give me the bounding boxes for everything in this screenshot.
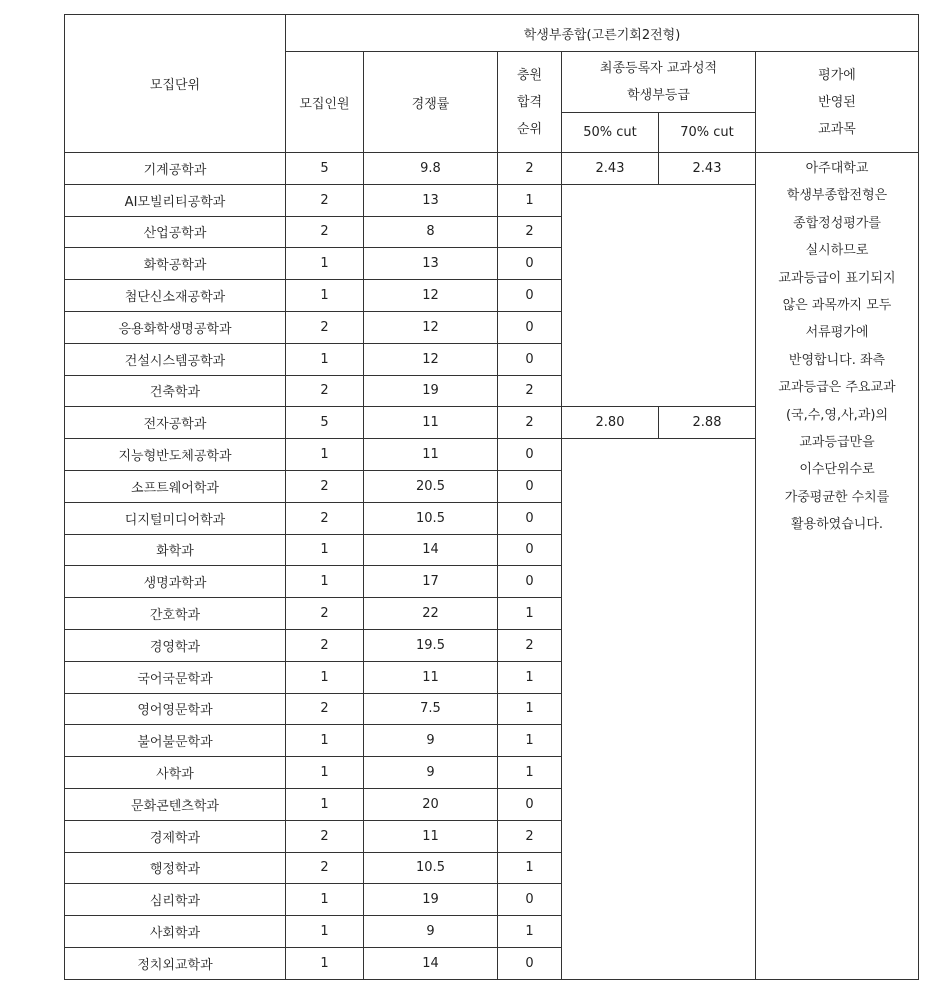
note-line: 가중평균한 수치를 bbox=[784, 489, 890, 505]
recruit-cell: 1 bbox=[286, 757, 364, 789]
ratio-cell: 12 bbox=[364, 311, 498, 343]
rank-cell: 0 bbox=[498, 788, 562, 820]
ratio-cell: 7.5 bbox=[364, 693, 498, 725]
unit-cell: 소프트웨어학과 bbox=[65, 470, 286, 502]
header-rank-line: 충원 bbox=[516, 67, 543, 83]
ratio-cell: 22 bbox=[364, 598, 498, 630]
recruit-cell: 2 bbox=[286, 693, 364, 725]
rank-cell: 2 bbox=[498, 820, 562, 852]
ratio-cell: 17 bbox=[364, 566, 498, 598]
rank-cell: 0 bbox=[498, 439, 562, 471]
recruit-cell: 1 bbox=[286, 788, 364, 820]
unit-cell: 경영학과 bbox=[65, 629, 286, 661]
header-subjects bbox=[756, 52, 919, 153]
header-cut50: 50% cut bbox=[562, 113, 659, 153]
rank-cell: 2 bbox=[498, 375, 562, 407]
note-line: 않은 과목까지 모두 bbox=[782, 298, 892, 314]
ratio-cell: 9 bbox=[364, 916, 498, 948]
ratio-cell: 11 bbox=[364, 820, 498, 852]
recruit-cell: 2 bbox=[286, 502, 364, 534]
recruit-cell: 2 bbox=[286, 375, 364, 407]
recruit-cell: 1 bbox=[286, 566, 364, 598]
recruit-cell: 5 bbox=[286, 407, 364, 439]
header-unit: 모집단위 bbox=[65, 15, 286, 153]
ratio-cell: 8 bbox=[364, 216, 498, 248]
recruit-cell: 1 bbox=[286, 439, 364, 471]
admissions-result-table bbox=[64, 14, 919, 980]
note-line: 활용하였습니다. bbox=[790, 517, 884, 533]
unit-cell: 행정학과 bbox=[65, 852, 286, 884]
ratio-cell: 14 bbox=[364, 534, 498, 566]
unit-cell: 화학공학과 bbox=[65, 248, 286, 280]
rank-cell: 1 bbox=[498, 598, 562, 630]
ratio-cell: 12 bbox=[364, 343, 498, 375]
recruit-cell: 1 bbox=[286, 916, 364, 948]
ratio-cell: 20.5 bbox=[364, 470, 498, 502]
header-row-1 bbox=[65, 15, 919, 52]
recruit-cell: 1 bbox=[286, 884, 364, 916]
ratio-cell: 11 bbox=[364, 439, 498, 471]
ratio-cell: 9.8 bbox=[364, 153, 498, 185]
recruit-cell: 2 bbox=[286, 629, 364, 661]
recruit-cell: 2 bbox=[286, 598, 364, 630]
recruit-cell: 1 bbox=[286, 343, 364, 375]
recruit-cell: 2 bbox=[286, 311, 364, 343]
rank-cell: 0 bbox=[498, 343, 562, 375]
recruit-cell: 2 bbox=[286, 216, 364, 248]
note-line: 학생부종합전형은 bbox=[786, 188, 888, 204]
unit-cell: 정치외교학과 bbox=[65, 947, 286, 979]
ratio-cell: 20 bbox=[364, 788, 498, 820]
header-subject-line: 평가에 bbox=[818, 67, 856, 83]
rank-cell: 1 bbox=[498, 757, 562, 789]
note-line: 반영합니다. 좌측 bbox=[788, 352, 886, 368]
unit-cell: 간호학과 bbox=[65, 598, 286, 630]
ratio-cell: 14 bbox=[364, 947, 498, 979]
unit-cell: 사학과 bbox=[65, 757, 286, 789]
rank-cell: 2 bbox=[498, 629, 562, 661]
recruit-cell: 1 bbox=[286, 280, 364, 312]
header-subject-line: 반영된 bbox=[818, 94, 856, 110]
header-recruit: 모집인원 bbox=[286, 52, 364, 153]
recruit-cell: 1 bbox=[286, 248, 364, 280]
rank-cell: 0 bbox=[498, 884, 562, 916]
rank-cell: 0 bbox=[498, 534, 562, 566]
note-line: 이수단위수로 bbox=[799, 462, 875, 478]
header-ratio: 경쟁률 bbox=[364, 52, 498, 153]
recruit-cell: 5 bbox=[286, 153, 364, 185]
recruit-cell: 1 bbox=[286, 534, 364, 566]
recruit-cell: 2 bbox=[286, 184, 364, 216]
ratio-cell: 10.5 bbox=[364, 502, 498, 534]
ratio-cell: 13 bbox=[364, 248, 498, 280]
unit-cell: 경제학과 bbox=[65, 820, 286, 852]
unit-cell: 국어국문학과 bbox=[65, 661, 286, 693]
note-line: 종합정성평가를 bbox=[793, 215, 881, 231]
ratio-cell: 19 bbox=[364, 884, 498, 916]
unit-cell: 생명과학과 bbox=[65, 566, 286, 598]
ratio-cell: 11 bbox=[364, 661, 498, 693]
unit-cell: 첨단신소재공학과 bbox=[65, 280, 286, 312]
note-line: 실시하므로 bbox=[805, 243, 869, 259]
header-grade-line: 최종등록자 교과성적 bbox=[599, 61, 718, 76]
unit-cell: 화학과 bbox=[65, 534, 286, 566]
cut70-cell: 2.43 bbox=[659, 153, 756, 185]
rank-cell: 0 bbox=[498, 566, 562, 598]
unit-cell: 응용화학생명공학과 bbox=[65, 311, 286, 343]
ratio-cell: 19 bbox=[364, 375, 498, 407]
unit-cell: 영어영문학과 bbox=[65, 693, 286, 725]
header-cut70: 70% cut bbox=[659, 113, 756, 153]
ratio-cell: 12 bbox=[364, 280, 498, 312]
rank-cell: 0 bbox=[498, 470, 562, 502]
ratio-cell: 11 bbox=[364, 407, 498, 439]
rank-cell: 0 bbox=[498, 311, 562, 343]
header-rank-line: 합격 bbox=[516, 94, 543, 110]
unit-cell: 사회학과 bbox=[65, 916, 286, 948]
note-line: 교과등급만을 bbox=[799, 435, 875, 451]
rank-cell: 2 bbox=[498, 407, 562, 439]
recruit-cell: 1 bbox=[286, 947, 364, 979]
rank-cell: 0 bbox=[498, 947, 562, 979]
recruit-cell: 2 bbox=[286, 470, 364, 502]
rank-cell: 1 bbox=[498, 693, 562, 725]
ratio-cell: 19.5 bbox=[364, 629, 498, 661]
unit-cell: 건설시스템공학과 bbox=[65, 343, 286, 375]
recruit-cell: 2 bbox=[286, 852, 364, 884]
note-line: 아주대학교 bbox=[805, 161, 869, 176]
cut50-cell: 2.43 bbox=[562, 153, 659, 185]
cut50-cell: 2.80 bbox=[562, 407, 659, 439]
grade-blank-cell bbox=[562, 439, 756, 980]
ratio-cell: 9 bbox=[364, 725, 498, 757]
rank-cell: 1 bbox=[498, 661, 562, 693]
header-rank-line: 순위 bbox=[516, 121, 543, 137]
note-line: (국,수,영,사,과)의 bbox=[785, 407, 889, 423]
cut70-cell: 2.88 bbox=[659, 407, 756, 439]
header-grade-line: 학생부등급 bbox=[627, 88, 690, 103]
unit-cell: 심리학과 bbox=[65, 884, 286, 916]
unit-cell: 산업공학과 bbox=[65, 216, 286, 248]
header-rank bbox=[498, 52, 562, 153]
rank-cell: 1 bbox=[498, 852, 562, 884]
rank-cell: 1 bbox=[498, 725, 562, 757]
rank-cell: 1 bbox=[498, 916, 562, 948]
note-line: 교과등급이 표기되지 bbox=[778, 270, 896, 286]
unit-cell: 디지털미디어학과 bbox=[65, 502, 286, 534]
unit-cell: 문화콘텐츠학과 bbox=[65, 788, 286, 820]
header-subject-line: 교과목 bbox=[818, 121, 856, 137]
table-row bbox=[65, 153, 919, 185]
ratio-cell: 10.5 bbox=[364, 852, 498, 884]
unit-cell: 전자공학과 bbox=[65, 407, 286, 439]
unit-cell: 지능형반도체공학과 bbox=[65, 439, 286, 471]
rank-cell: 2 bbox=[498, 153, 562, 185]
rank-cell: 0 bbox=[498, 248, 562, 280]
recruit-cell: 1 bbox=[286, 661, 364, 693]
subject-note-cell bbox=[756, 153, 919, 980]
unit-cell: 불어불문학과 bbox=[65, 725, 286, 757]
header-grade-title bbox=[562, 52, 756, 113]
unit-cell: 건축학과 bbox=[65, 375, 286, 407]
rank-cell: 1 bbox=[498, 184, 562, 216]
unit-cell: 기계공학과 bbox=[65, 153, 286, 185]
rank-cell: 0 bbox=[498, 502, 562, 534]
rank-cell: 0 bbox=[498, 280, 562, 312]
grade-blank-cell bbox=[562, 184, 756, 407]
ratio-cell: 13 bbox=[364, 184, 498, 216]
note-line: 교과등급은 주요교과 bbox=[778, 380, 896, 396]
unit-cell: AI모빌리티공학과 bbox=[65, 184, 286, 216]
rank-cell: 2 bbox=[498, 216, 562, 248]
recruit-cell: 1 bbox=[286, 725, 364, 757]
recruit-cell: 2 bbox=[286, 820, 364, 852]
ratio-cell: 9 bbox=[364, 757, 498, 789]
note-line: 서류평가에 bbox=[805, 325, 869, 341]
header-group: 학생부종합(고른기회2전형) bbox=[286, 15, 919, 52]
